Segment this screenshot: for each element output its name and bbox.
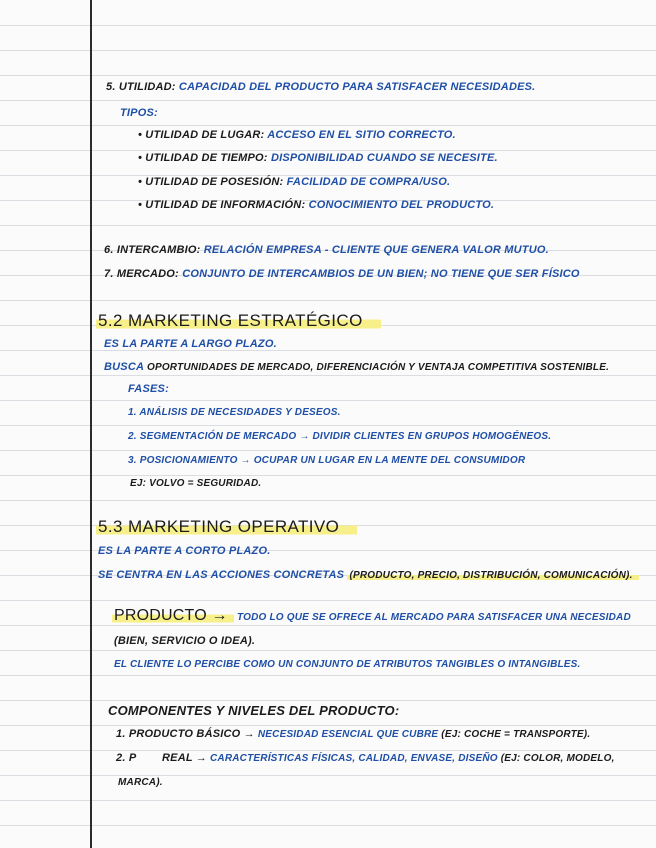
note-line-tipos: TIPOS: — [120, 107, 158, 119]
notebook-margin-line — [90, 0, 92, 848]
note-line-producto: PRODUCTO → TODO LO QUE SE OFRECE AL MERCADO PARA SATISFACER UNA NECESIDAD — [114, 607, 631, 624]
note-line-bien-servicio-idea: (BIEN, SERVICIO O IDEA). — [114, 635, 256, 647]
note-line-acciones-concretas: SE CENTRA EN LAS ACCIONES CONCRETAS (PRODUCTO, PRECIO, DISTRIBUCIÓN, COMUNICACIÓN). — [98, 570, 639, 581]
note-line-fase-3: 3. POSICIONAMIENTO → OCUPAR UN LUGAR EN LA MENTE DEL CONSUMIDOR — [128, 455, 526, 466]
note-line-ejemplo-volvo: EJ: VOLVO = SEGURIDAD. — [130, 478, 262, 489]
note-line-busca: BUSCA OPORTUNIDADES DE MERCADO, DIFERENCIACIÓN Y VENTAJA COMPETITIVA SOSTENIBLE. — [104, 361, 610, 373]
note-line-utilidad-tiempo: • UTILIDAD DE TIEMPO: DISPONIBILIDAD CUANDO SE NECESITE. — [138, 152, 498, 164]
note-line-marca: MARCA). — [118, 777, 163, 788]
note-line-cliente-percibe: EL CLIENTE LO PERCIBE COMO UN CONJUNTO DE ATRIBUTOS TANGIBLES O INTANGIBLES. — [114, 659, 581, 670]
note-line-utilidad: 5. UTILIDAD: CAPACIDAD DEL PRODUCTO PARA SATISFACER NECESIDADES. — [106, 81, 536, 93]
note-line-fases: FASES: — [128, 383, 169, 395]
note-line-componentes-niveles: COMPONENTES Y NIVELES DEL PRODUCTO: — [108, 703, 400, 718]
note-line-utilidad-informacion: • UTILIDAD DE INFORMACIÓN: CONOCIMIENTO DEL PRODUCTO. — [138, 199, 495, 211]
note-line-corto-plazo: ES LA PARTE A CORTO PLAZO. — [98, 545, 271, 557]
note-line-fase-1: 1. ANÁLISIS DE NECESIDADES Y DESEOS. — [128, 407, 341, 418]
note-line-utilidad-posesion: • UTILIDAD DE POSESIÓN: FACILIDAD DE COMPRA/USO. — [138, 176, 451, 188]
note-line-fase-2: 2. SEGMENTACIÓN DE MERCADO → DIVIDIR CLIENTES EN GRUPOS HOMOGÉNEOS. — [128, 431, 552, 442]
section-title-marketing-estrategico: 5.2 MARKETING ESTRATÉGICO — [96, 312, 381, 329]
note-line-intercambio: 6. INTERCAMBIO: RELACIÓN EMPRESA - CLIENTE QUE GENERA VALOR MUTUO. — [104, 244, 549, 256]
section-title-marketing-operativo: 5.3 MARKETING OPERATIVO — [96, 518, 357, 535]
note-line-producto-real: 2. P REAL → CARACTERÍSTICAS FÍSICAS, CALIDAD, ENVASE, DISEÑO (EJ: COLOR, MODELO, — [116, 752, 615, 764]
note-line-utilidad-lugar: • UTILIDAD DE LUGAR: ACCESO EN EL SITIO CORRECTO. — [138, 129, 456, 141]
note-line-producto-basico: 1. PRODUCTO BÁSICO → NECESIDAD ESENCIAL QUE CUBRE (EJ: COCHE = TRANSPORTE). — [116, 728, 591, 740]
note-line-largo-plazo: ES LA PARTE A LARGO PLAZO. — [104, 338, 277, 350]
note-line-mercado: 7. MERCADO: CONJUNTO DE INTERCAMBIOS DE UN BIEN; NO TIENE QUE SER FÍSICO — [104, 268, 580, 280]
